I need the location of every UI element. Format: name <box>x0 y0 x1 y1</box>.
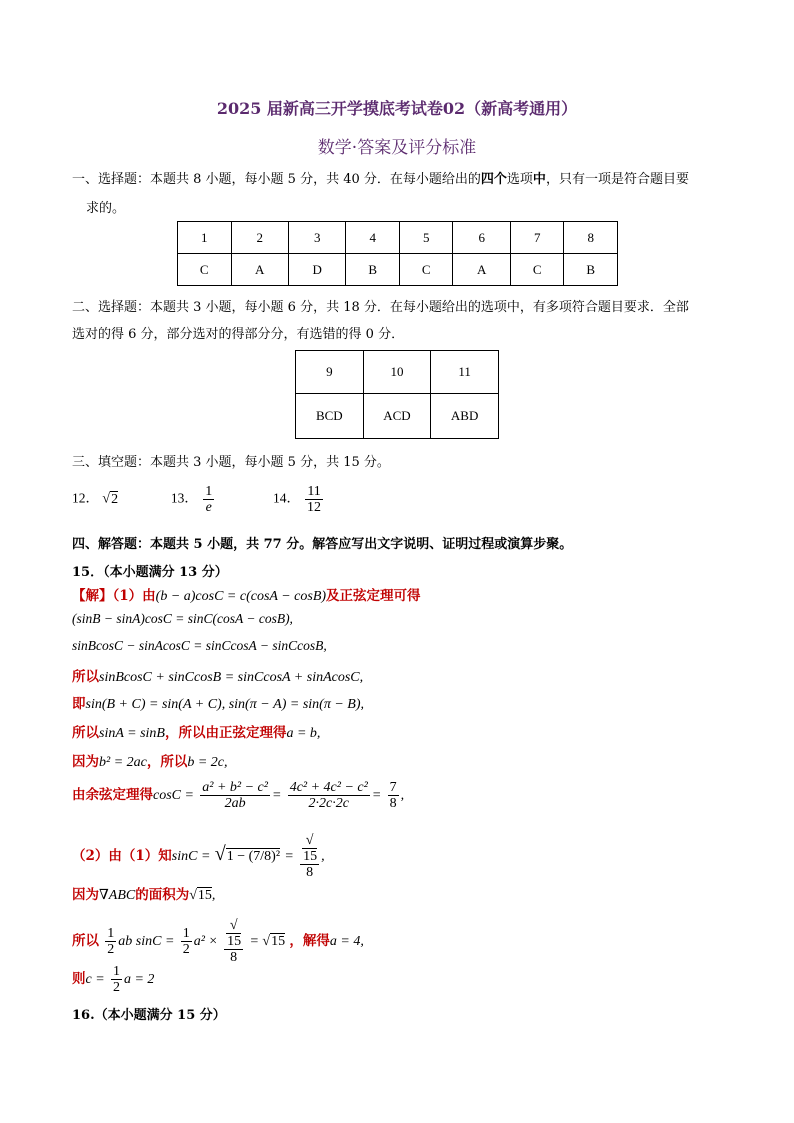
fill-in-answers <box>72 484 325 515</box>
fraction: $\frac{1}{2}$ <box>182 926 190 957</box>
cell: 2 <box>231 222 288 254</box>
section2-answer-table <box>295 350 499 439</box>
section1-instructions-wrap: 求的。 <box>86 201 126 216</box>
section2-instructions: 二、选择题：本题共 3 小题，每小题 6 分，共 18 分．在每小题给出的选项中，有多项符合题目要求．全部 <box>72 300 689 315</box>
fraction: $\frac{\text{4c² + 4c² − c²}}{2\cdot 2c\cdot 2c}$ <box>289 780 368 811</box>
solution-line-7: 因为b² = 2ac，所以b = 2c, <box>72 754 228 770</box>
cell: 5 <box>399 222 453 254</box>
fraction: √ 15 8 <box>300 833 319 880</box>
cell: 4 <box>346 222 400 254</box>
solution-line-10: 因为∇ABC的面积为√15, <box>72 887 216 903</box>
q14-answer: $\frac{11}{12}$ <box>307 484 322 515</box>
solution-line-9: （2）由（1）知sinC = √1 − (7/8)² = √ 15 8 , <box>72 833 325 880</box>
cell: A <box>453 254 510 286</box>
cell: B <box>564 254 618 286</box>
cell: 8 <box>564 222 618 254</box>
solution-line-4: 所以sinBcosC + sinCcosB = sinCcosA + sinAcosC, <box>72 669 364 685</box>
cell: 9 <box>296 351 364 394</box>
q13-answer: $\frac{1}{e}$ <box>205 484 213 515</box>
cell: BCD <box>296 394 364 439</box>
page-subtitle: 数学·答案及评分标准 <box>317 138 477 158</box>
cell: C <box>510 254 564 286</box>
section1-answer-table <box>177 221 618 286</box>
solution-line-11: 所以 $\frac{1}{2}$ ab sinC = $\frac{1}{2}$ a² × √ 15 8 = √15 ，解得a = 4, <box>72 918 364 965</box>
q14-label: 14． <box>272 490 300 506</box>
cell: 1 <box>178 222 232 254</box>
cell: 6 <box>453 222 510 254</box>
cell: D <box>288 254 345 286</box>
solution-line-3: sinBcosC − sinAcosC = sinCcosA − sinCcosB, <box>72 638 327 653</box>
section1-instructions: 一、选择题：本题共 8 小题，每小题 5 分，共 40 分．在每小题给出的四个选项中，只有一项是符合题目要 <box>72 172 689 187</box>
section1-answers-row <box>178 254 618 286</box>
cell: 11 <box>431 351 499 394</box>
solution-line-8: 由余弦定理得cosC = $\frac{\text{a² + b² − c²}}{2ab}$ = $\frac{\text{4c² + 4c² − c²}}{2\cdot 2c\cdot 2c}$ = $\frac{7}{8}$ , <box>72 780 405 811</box>
fraction: $\frac{1}{2}$ <box>107 926 115 957</box>
fraction: √ 15 8 <box>224 918 243 965</box>
fraction: $\frac{7}{8}$ <box>389 780 397 811</box>
cell: 7 <box>510 222 564 254</box>
section2-answers-row <box>296 394 499 439</box>
q12-answer: √2 <box>102 491 119 507</box>
q12-label: 12． <box>72 490 99 506</box>
section3-instructions: 三、填空题：本题共 3 小题，每小题 5 分，共 15 分。 <box>72 455 390 470</box>
cell: ABD <box>431 394 499 439</box>
cell: A <box>231 254 288 286</box>
question15-title: 15．（本小题满分 13 分） <box>72 565 228 580</box>
solution-line-5: 即sin(B + C) = sin(A + C), sin(π − A) = sin(π − B), <box>72 696 364 712</box>
solution-line-6: 所以sinA = sinB，所以由正弦定理得a = b, <box>72 725 321 741</box>
cell: ACD <box>363 394 431 439</box>
solution-line-1: 【解】（1）由(b − a)cosC = c(cosA − cosB)及正弦定理可得 <box>72 588 421 604</box>
cell: C <box>178 254 232 286</box>
cell: 3 <box>288 222 345 254</box>
solution-line-2: (sinB − sinA)cosC = sinC(cosA − cosB), <box>72 611 293 626</box>
section2-numbers-row <box>296 351 499 394</box>
page-title: 2025 届新高三开学摸底考试卷02（新高考通用） <box>216 99 578 118</box>
fraction: $\frac{\text{a² + b² − c²}}{2ab}$ <box>202 780 268 811</box>
cell: B <box>346 254 400 286</box>
cell: 10 <box>363 351 431 394</box>
question16-title: 16.（本小题满分 15 分） <box>72 1008 226 1023</box>
solution-line-12: 则c = $\frac{1}{2}$ a = 2 <box>72 964 155 995</box>
section1-numbers-row <box>178 222 618 254</box>
section4-instructions: 四、解答题：本题共 5 小题，共 77 分。解答应写出文字说明、证明过程或演算步聚。 <box>72 537 573 552</box>
fraction: $\frac{1}{2}$ <box>112 964 120 995</box>
cell: C <box>399 254 453 286</box>
q13-label: 13． <box>170 490 198 506</box>
section2-instructions-wrap: 选对的得 6 分，部分选对的得部分分，有选错的得 0 分． <box>72 327 405 342</box>
